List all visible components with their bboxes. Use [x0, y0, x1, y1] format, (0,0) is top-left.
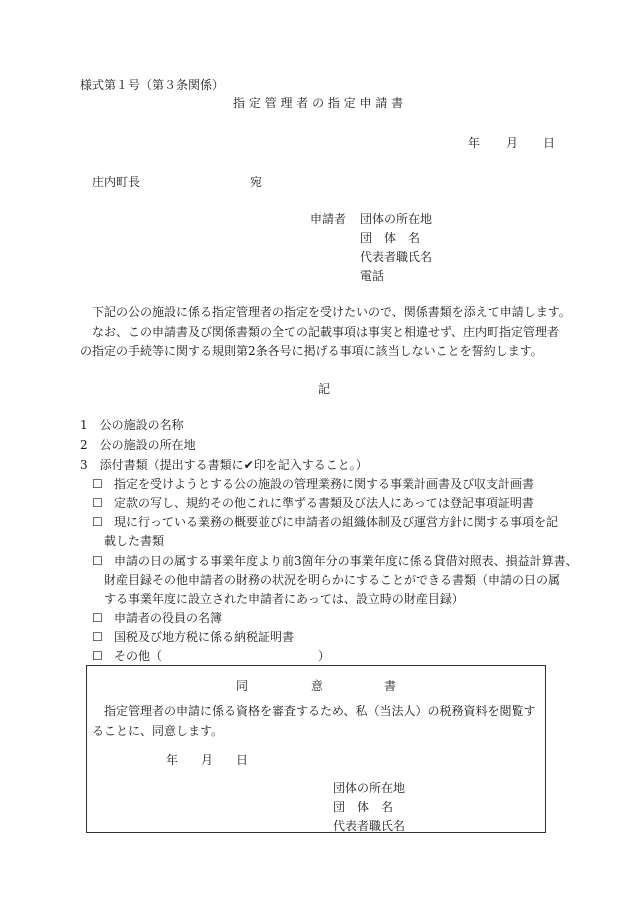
intro-line-1: 下記の公の施設に係る指定管理者の指定を受けたいので、関係書類を添えて申請します。 [92, 305, 571, 319]
applicant-field-representative: 代表者職氏名 [360, 250, 433, 264]
addressee-name: 庄内町長 [92, 175, 141, 189]
intro-line-3: の指定の手続等に関する規則第2条各号に掲げる事項に該当しないことを誓約します。 [80, 344, 543, 358]
checkbox-6[interactable]: ☐ [92, 630, 103, 644]
applicant-label: 申請者 [310, 212, 347, 226]
consent-field-name: 団 体 名 [333, 800, 394, 814]
consent-title-1: 同 [236, 679, 249, 693]
form-number: 様式第１号（第３条関係） [80, 78, 225, 92]
consent-field-representative: 代表者職氏名 [333, 819, 406, 833]
applicant-field-name: 団 体 名 [360, 231, 421, 245]
attachment-business-overview-cont: 載した書類 [104, 534, 165, 548]
applicant-field-phone: 電話 [360, 269, 385, 283]
consent-title-3: 書 [384, 679, 397, 693]
checkbox-3[interactable]: ☐ [92, 515, 103, 529]
attachment-other: その他（ ） [114, 649, 331, 663]
intro-line-2: なお、この申請書及び関係書類の全ての記載事項は事実と相違せず、庄内町指定管理者 [92, 325, 560, 339]
applicant-field-address: 団体の所在地 [360, 212, 433, 226]
attachment-tax-certificate: 国税及び地方税に係る納税証明書 [114, 630, 295, 644]
consent-field-address: 団体の所在地 [333, 781, 406, 795]
consent-title-2: 意 [311, 679, 324, 693]
attachment-business-plan: 指定を受けようとする公の施設の管理業務に関する事業計画書及び収支計画書 [114, 477, 535, 491]
attachment-officer-list: 申請者の役員の名簿 [114, 611, 223, 625]
item-facility-name: 1 公の施設の名称 [80, 418, 184, 432]
consent-date-day: 日 [236, 753, 249, 767]
attachment-articles-of-incorporation: 定款の写し、規約その他これに準ずる書類及び法人にあっては登記事項証明書 [114, 496, 534, 510]
date-day: 日 [543, 136, 556, 150]
item-attachments: 3 添付書類（提出する書類に✔印を記入すること。） [80, 458, 368, 472]
consent-text-line-2: ることに、同意します。 [92, 724, 224, 738]
date-year: 年 [468, 136, 481, 150]
item-facility-address: 2 公の施設の所在地 [80, 438, 196, 452]
attachment-financial-statements-cont-1: 財産目録その他申請者の財務の状況を明らかにすることができる書類（申請の日の属 [104, 573, 561, 587]
checkbox-7[interactable]: ☐ [92, 649, 103, 663]
attachment-business-overview: 現に行っている業務の概要並びに申請者の組織体制及び運営方針に関する事項を記 [114, 515, 559, 529]
date-month: 月 [506, 136, 519, 150]
consent-text-line-1: 指定管理者の申請に係る資格を審査するため、私（当法人）の税務資料を閲覧す [104, 704, 536, 718]
attachment-financial-statements: 申請の日の属する事業年度より前3箇年分の事業年度に係る貸借対照表、損益計算書、 [114, 554, 578, 568]
checkbox-1[interactable]: ☐ [92, 477, 103, 491]
attachment-financial-statements-cont-2: する事業年度に設立された申請者にあっては、設立時の財産目録） [104, 592, 464, 606]
consent-date-year: 年 [166, 753, 179, 767]
consent-date-month: 月 [201, 753, 214, 767]
ki-heading: 記 [318, 382, 331, 396]
checkbox-5[interactable]: ☐ [92, 611, 103, 625]
page-title: 指 定 管 理 者 の 指 定 申 請 書 [233, 96, 404, 110]
checkbox-2[interactable]: ☐ [92, 496, 103, 510]
addressee-suffix: 宛 [250, 175, 263, 189]
checkbox-4[interactable]: ☐ [92, 554, 103, 568]
